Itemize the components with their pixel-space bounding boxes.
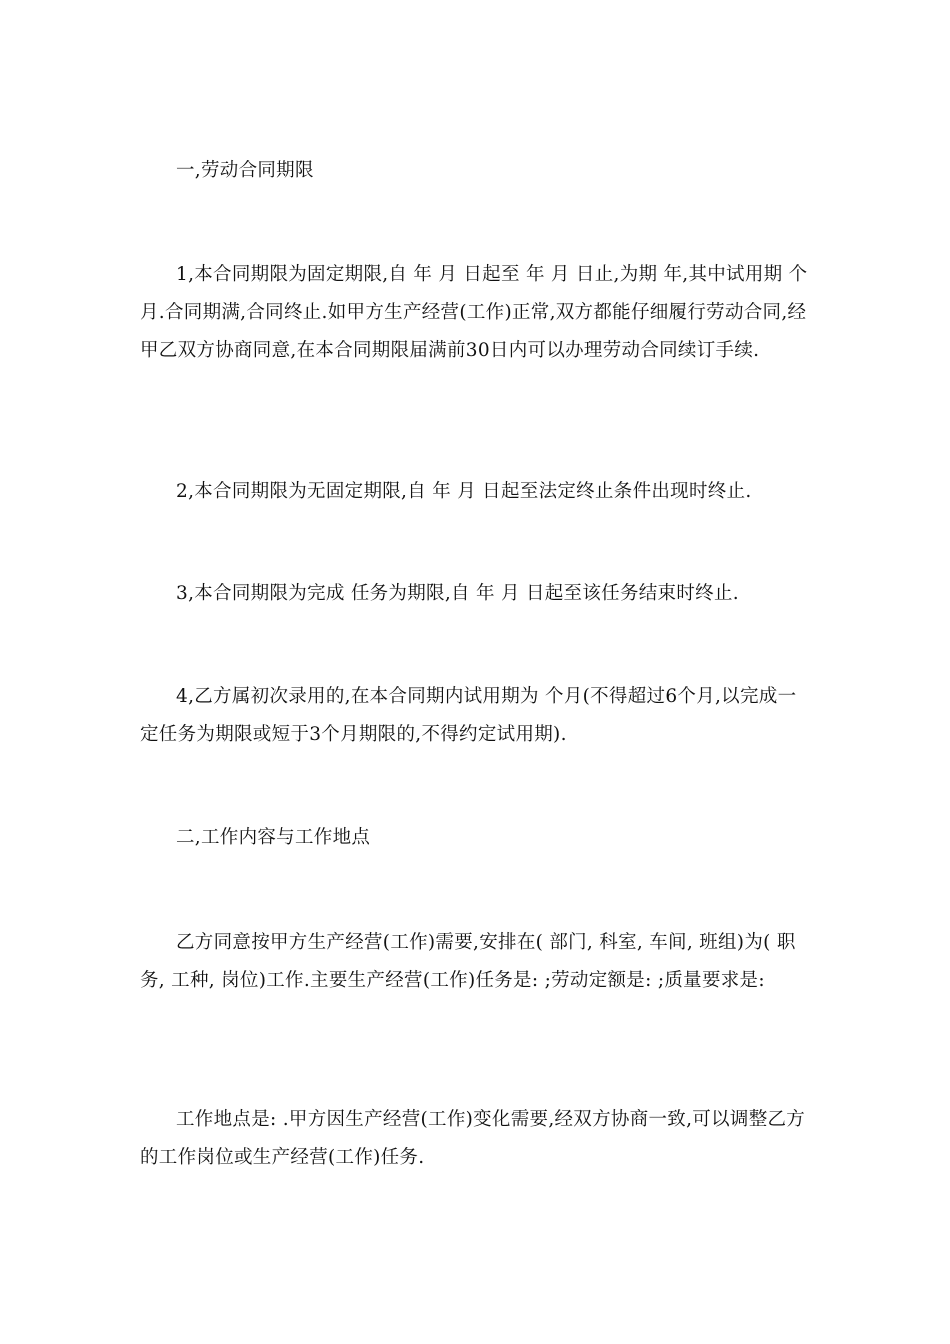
clause-task-based-term: 3,本合同期限为完成 任务为期限,自 年 月 日起至该任务结束时终止. [176,583,739,604]
paragraph-work-content: 乙方同意按甲方生产经营(工作)需要,安排在( 部门, 科室, 车间, 班组)为( 职务, 工种, 岗位)工作.主要生产经营(工作)任务是: ;劳动定额是: ;质量要求是: [140,932,796,991]
clause-fixed-term: 1,本合同期限为固定期限,自 年 月 日起至 年 月 日止,为期 年,其中试用期 个月.合同期满,合同终止.如甲方生产经营(工作)正常,双方都能仔细履行劳动合同,经甲乙双方协商同意,在本合同期限届满前30日内可以办理劳动合同续订手续. [140,264,808,361]
clause-open-ended-term: 2,本合同期限为无固定期限,自 年 月 日起至法定终止条件出现时终止. [176,481,752,502]
clause-probation: 4,乙方属初次录用的,在本合同期内试用期为 个月(不得超过6个月,以完成一定任务为期限或短于3个月期限的,不得约定试用期). [140,686,797,745]
paragraph-work-location: 工作地点是: .甲方因生产经营(工作)变化需要,经双方协商一致,可以调整乙方的工作岗位或生产经营(工作)任务. [140,1109,806,1168]
section-heading-contract-term: 一,劳动合同期限 [176,160,314,181]
section-heading-work-content: 二,工作内容与工作地点 [176,827,371,848]
